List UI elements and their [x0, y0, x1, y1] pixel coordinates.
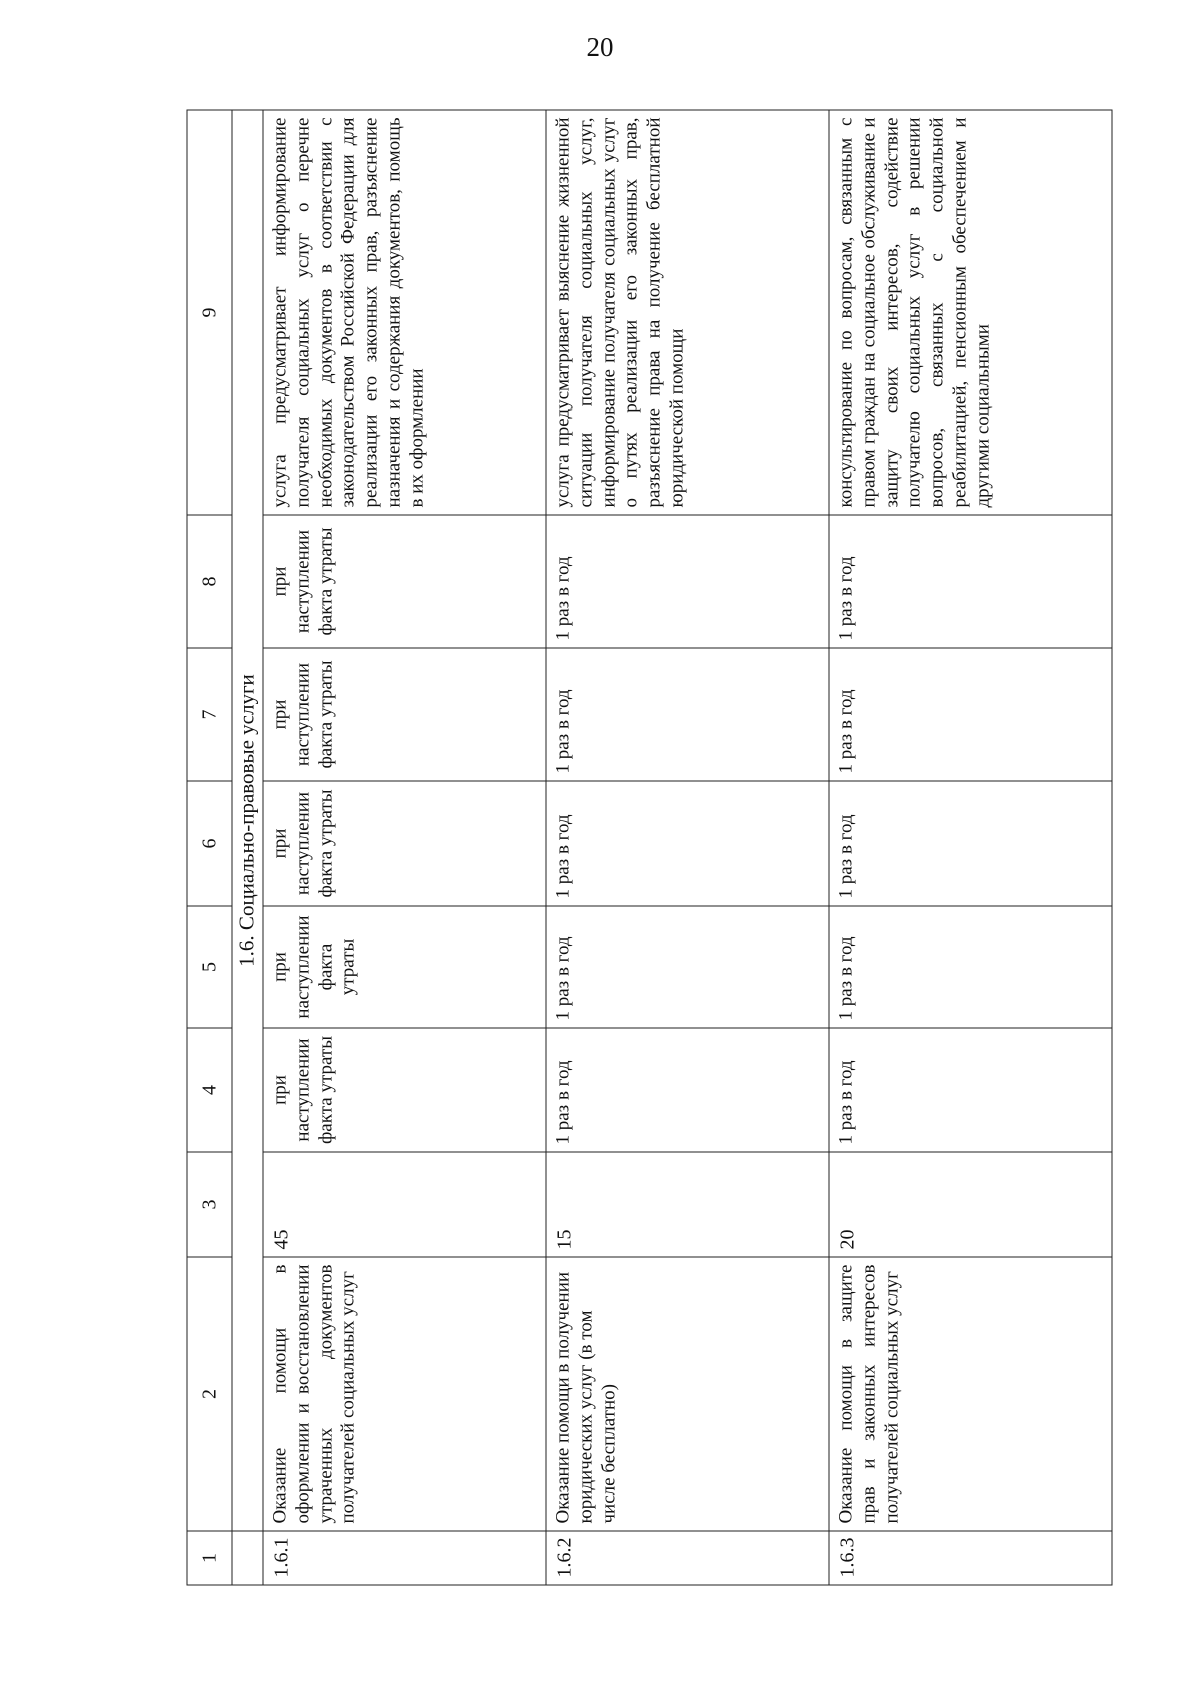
service-code: 1.6.2: [546, 1531, 829, 1585]
services-table: [186, 110, 1112, 1586]
header-cell: 5: [187, 906, 232, 1028]
service-code: 1.6.3: [829, 1531, 1112, 1585]
section-row: [232, 110, 263, 1585]
frequency-cell: при наступлении факта утраты: [263, 781, 546, 906]
frequency-cell: 1 раз в год: [546, 781, 829, 906]
table-row: [829, 110, 1112, 1585]
frequency-cell: 1 раз в год: [546, 515, 829, 648]
service-time: 20: [829, 1152, 1112, 1257]
header-cell: 4: [187, 1028, 232, 1152]
service-description: услуга предусматривает информирование получателя социальных услуг о перечне необходимых документов в соответствии с законодательством Российской Федерации для реализации его законных прав, разъяснение назначения и содержания документов, помощь в их оформлении: [263, 110, 546, 515]
frequency-cell: 1 раз в год: [546, 1028, 829, 1152]
header-cell: 3: [187, 1152, 232, 1257]
header-cell: 1: [187, 1531, 232, 1585]
frequency-cell: 1 раз в год: [546, 648, 829, 781]
page-number: 20: [586, 32, 614, 62]
frequency-cell: при наступлении факта утраты: [263, 906, 546, 1028]
section-title: 1.6. Социально-правовые услуги: [232, 110, 263, 1531]
service-name: Оказание помощи в получении юридических услуг (в том числе бесплатно): [546, 1257, 829, 1531]
service-time: 15: [546, 1152, 829, 1257]
service-name: Оказание помощи в защите прав и законных интересов получателей социальных услуг: [829, 1257, 1112, 1531]
header-cell: 2: [187, 1257, 232, 1531]
header-row: [187, 110, 232, 1585]
service-description: консультирование по вопросам, связанным с правом граждан на социальное обслуживание и защиту своих интересов, содействие получателю социальных услуг в решении вопросов, связанных с социальной реабилитацией, пенсионным обеспечением и другими социальными: [829, 110, 1112, 515]
frequency-cell: 1 раз в год: [546, 906, 829, 1028]
section-empty-cell: [232, 1531, 263, 1585]
service-description: услуга предусматривает выяснение жизненной ситуации получателя социальных услуг, информирование получателя социальных услуг о путях реализации его законных прав, разъяснение права на получение бесплатной юридической помощи: [546, 110, 829, 515]
header-cell: 6: [187, 781, 232, 906]
frequency-cell: 1 раз в год: [829, 648, 1112, 781]
header-cell: 9: [187, 110, 232, 515]
frequency-cell: при наступлении факта утраты: [263, 1028, 546, 1152]
table-row: [263, 110, 546, 1585]
header-cell: 8: [187, 515, 232, 648]
header-cell: 7: [187, 648, 232, 781]
frequency-cell: 1 раз в год: [829, 906, 1112, 1028]
frequency-cell: 1 раз в год: [829, 781, 1112, 906]
frequency-cell: при наступлении факта утраты: [263, 648, 546, 781]
service-name: Оказание помощи в оформлении и восстановлении утраченных документов получателей социальных услуг: [263, 1257, 546, 1531]
service-time: 45: [263, 1152, 546, 1257]
table-row: [546, 110, 829, 1585]
frequency-cell: при наступлении факта утраты: [263, 515, 546, 648]
frequency-cell: 1 раз в год: [829, 1028, 1112, 1152]
rotated-table-container: [186, 111, 1128, 1586]
frequency-cell: 1 раз в год: [829, 515, 1112, 648]
service-code: 1.6.1: [263, 1531, 546, 1585]
